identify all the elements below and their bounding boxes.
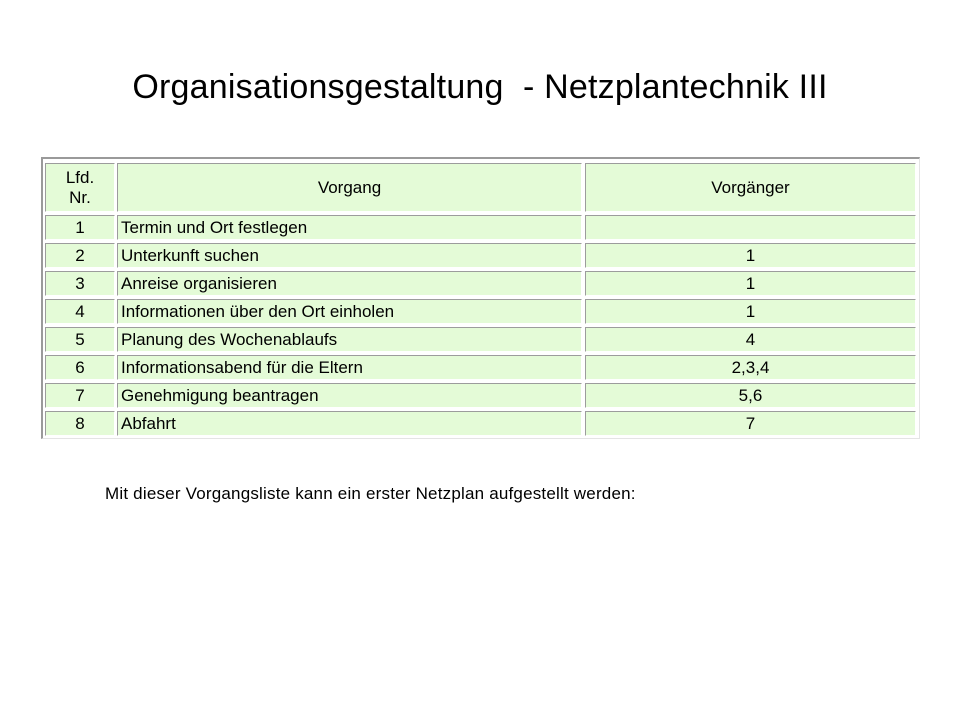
header-vorgang: Vorgang [117,163,582,212]
row-4-vorgang: Informationen über den Ort einholen [117,299,582,324]
row-8-vorgaenger: 7 [585,411,916,436]
row-4-nr: 4 [45,299,115,324]
row-7-vorgaenger: 5,6 [585,383,916,408]
header-nr-line2: Nr. [69,187,91,207]
row-1-nr: 1 [45,215,115,240]
slide-caption: Mit dieser Vorgangsliste kann ein erster Netzplan aufgestellt werden: [105,484,636,503]
row-6-vorgaenger: 2,3,4 [585,355,916,380]
row-5-vorgang: Planung des Wochenablaufs [117,327,582,352]
row-6-nr: 6 [45,355,115,380]
header-nr [45,163,115,212]
row-3-vorgang: Anreise organisieren [117,271,582,296]
row-1-vorgang: Termin und Ort festlegen [117,215,582,240]
row-5-nr: 5 [45,327,115,352]
row-3-nr: 3 [45,271,115,296]
header-vorgaenger: Vorgänger [585,163,916,212]
row-6-vorgang: Informationsabend für die Eltern [117,355,582,380]
row-1-vorgaenger [585,215,916,240]
row-5-vorgaenger: 4 [585,327,916,352]
row-3-vorgaenger: 1 [585,271,916,296]
row-2-vorgaenger: 1 [585,243,916,268]
row-7-nr: 7 [45,383,115,408]
slide-title: Organisationsgestaltung - Netzplantechnik III [132,68,828,106]
row-2-vorgang: Unterkunft suchen [117,243,582,268]
row-8-vorgang: Abfahrt [117,411,582,436]
row-2-nr: 2 [45,243,115,268]
header-nr-line1: Lfd. [65,167,95,187]
row-7-vorgang: Genehmigung beantragen [117,383,582,408]
row-4-vorgaenger: 1 [585,299,916,324]
row-8-nr: 8 [45,411,115,436]
